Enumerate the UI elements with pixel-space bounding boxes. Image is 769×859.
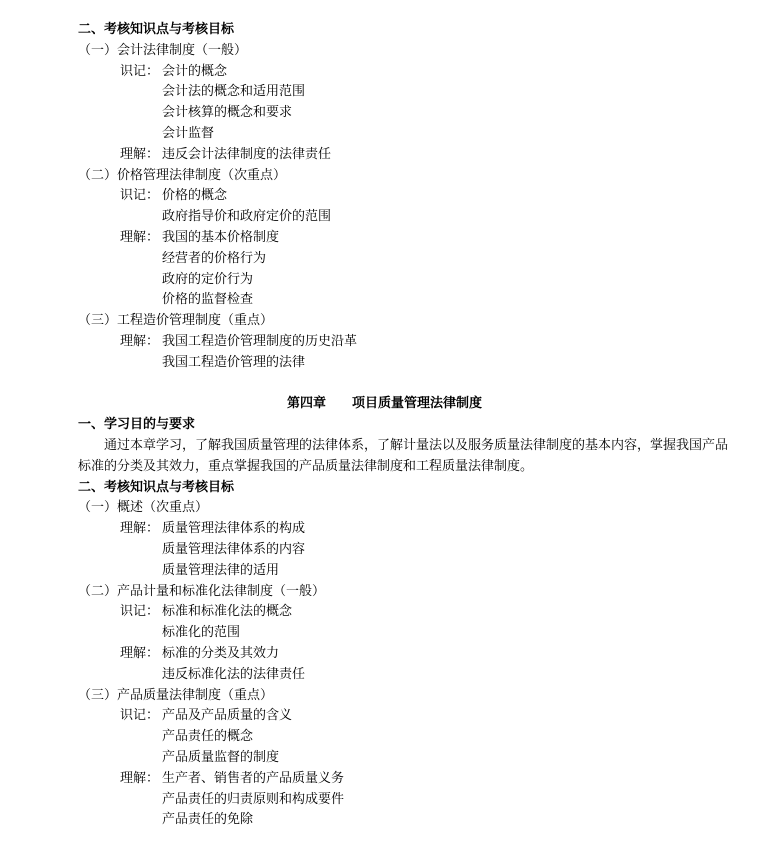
outline-item-text: 政府指导价和政府定价的范围 (162, 209, 332, 225)
outline-item-label: 理解： (120, 146, 160, 162)
outline-item (120, 792, 344, 808)
outline-item (120, 272, 253, 288)
outline-item (120, 84, 305, 100)
outline-item-label: 识记： (120, 188, 160, 204)
outline-item-text: 经营者的价格行为 (162, 250, 267, 266)
outline-item-text: 生产者、销售者的产品质量义务 (162, 770, 345, 786)
outline-item-text: 会计的概念 (162, 63, 228, 79)
outline-item-text: 标准化的范围 (162, 625, 241, 641)
outline-item (120, 646, 279, 662)
outline-item-text: 违反标准化法的法律责任 (162, 666, 306, 682)
outline-item (120, 147, 331, 163)
outline-item-text: 会计法的概念和适用范围 (162, 84, 306, 100)
outline-item (120, 604, 292, 620)
outline-item-label: 理解： (120, 646, 160, 661)
outline-item-text: 产品质量监督的制度 (162, 750, 280, 765)
outline-item (120, 188, 227, 204)
outline-item-label: 理解： (120, 770, 160, 786)
outline-item-text: 产品及产品质量的含义 (162, 708, 293, 724)
section1-heading: 二、考核知识点与考核目标 (78, 22, 235, 37)
goals-heading: 一、学习目的与要求 (78, 417, 196, 433)
outline-item-label: 理解： (120, 334, 160, 349)
outline-item-text: 价格的概念 (162, 188, 228, 204)
outline-item-text: 我国的基本价格制度 (162, 230, 280, 245)
section2-group-title: （二）产品计量和标准化法律制度（一般） (78, 583, 326, 599)
outline-item-text: 质量管理法律的适用 (162, 562, 280, 578)
outline-item (120, 126, 214, 142)
outline-item (120, 209, 331, 225)
outline-item (120, 334, 357, 350)
outline-item (120, 230, 279, 246)
outline-item-text: 质量管理法律体系的构成 (162, 521, 306, 537)
outline-item-text: 我国工程造价管理的法律 (162, 354, 306, 370)
outline-item-text: 质量管理法律体系的内容 (162, 542, 306, 557)
chapter-title: 第四章 项目质量管理法律制度 (286, 396, 482, 412)
outline-item (120, 771, 344, 787)
outline-item (120, 667, 305, 683)
outline-item-text: 价格的监督检查 (162, 292, 254, 308)
outline-item-label: 识记： (120, 708, 160, 724)
outline-item (120, 292, 253, 308)
outline-item (120, 750, 279, 766)
outline-item (120, 729, 253, 745)
outline-item-label: 识记： (120, 604, 160, 620)
outline-item (120, 563, 279, 579)
section1-group-title: （三）工程造价管理制度（重点） (78, 313, 274, 329)
outline-item (120, 542, 305, 558)
outline-item (120, 812, 253, 828)
outline-item-text: 会计监督 (162, 126, 215, 141)
outline-item (120, 105, 292, 121)
outline-item-text: 产品责任的概念 (162, 729, 254, 745)
outline-item-label: 理解： (120, 230, 160, 245)
outline-item (120, 521, 305, 537)
outline-item (120, 355, 305, 371)
outline-item-text: 产品责任的归责原则和构成要件 (162, 791, 345, 807)
outline-item (120, 251, 266, 267)
outline-item-label: 理解： (120, 521, 160, 537)
outline-item-text: 违反会计法律制度的法律责任 (162, 146, 332, 162)
section2-group-title: （一）概述（次重点） (78, 500, 209, 516)
section1-group-title: （一）会计法律制度（一般） (78, 42, 248, 58)
outline-item-text: 政府的定价行为 (162, 271, 254, 287)
goals-paragraph-line-2: 标准的分类及其效力，重点掌握我国的产品质量法律制度和工程质量法律制度。 (78, 458, 534, 474)
outline-item-text: 标准的分类及其效力 (162, 646, 280, 661)
outline-item (120, 708, 292, 724)
outline-item-text: 会计核算的概念和要求 (162, 105, 293, 121)
outline-item-text: 我国工程造价管理制度的历史沿革 (162, 334, 358, 349)
section2-group-title: （三）产品质量法律制度（重点） (78, 687, 274, 703)
outline-item-text: 产品责任的免除 (162, 812, 254, 828)
outline-item (120, 64, 227, 80)
goals-paragraph-line-1: 通过本章学习，了解我国质量管理的法律体系，了解计量法以及服务质量法律制度的基本内容，掌握我国产品 (104, 438, 729, 453)
section2-heading: 二、考核知识点与考核目标 (78, 479, 235, 495)
outline-item-text: 标准和标准化法的概念 (162, 604, 293, 620)
outline-item-label: 识记： (120, 63, 160, 79)
section1-group-title: （二）价格管理法律制度（次重点） (78, 167, 287, 183)
outline-item (120, 625, 240, 641)
